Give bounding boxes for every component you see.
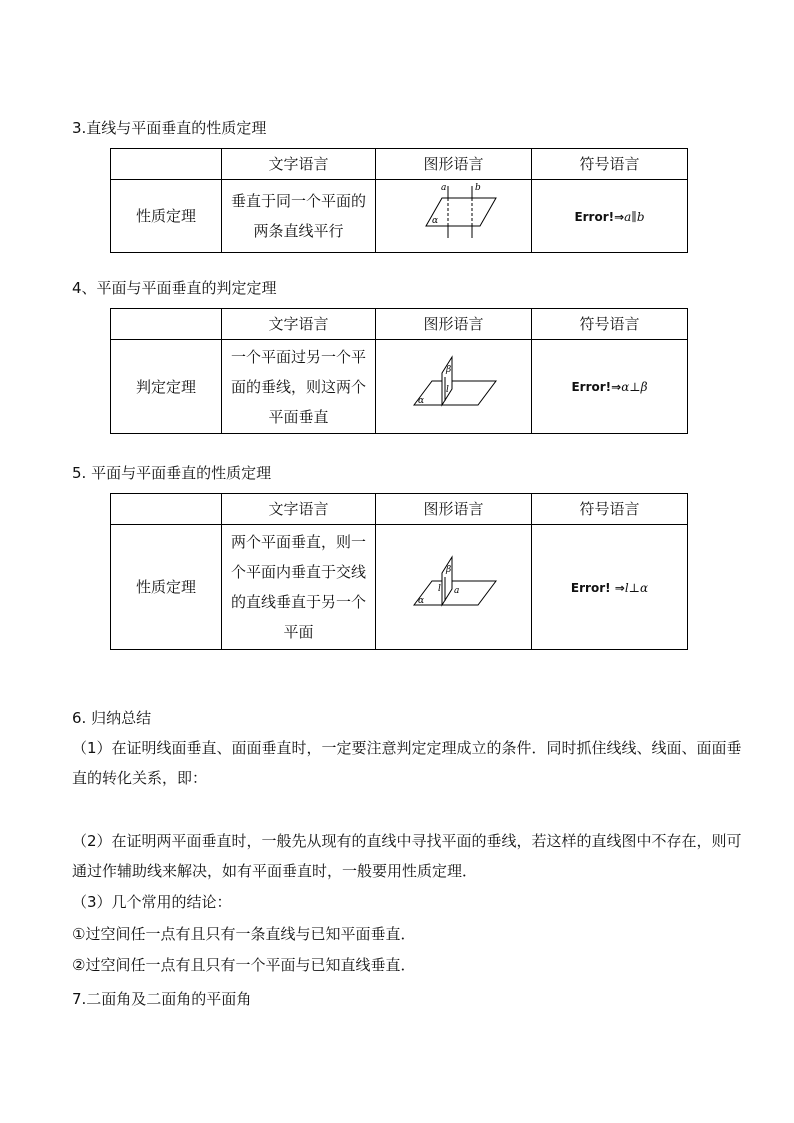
row-figure-cell — [376, 525, 532, 650]
header-cell-text-language: 文字语言 — [222, 494, 376, 525]
label-alpha: α — [417, 596, 424, 606]
header-cell-figure-language: 图形语言 — [376, 494, 532, 525]
summary-paragraph-4: ①过空间任一点有且只有一条直线与已知平面垂直． — [72, 925, 416, 943]
row-figure-cell — [376, 340, 532, 434]
header-cell-text-language: 文字语言 — [222, 309, 376, 340]
label-l: l — [437, 584, 441, 594]
section-4-heading: 4、平面与平面垂直的判定定理 — [72, 279, 277, 297]
row-text-cell — [222, 525, 376, 650]
header-cell-blank — [111, 309, 222, 340]
table-plane-plane-perp-property — [110, 493, 688, 650]
label-beta: β — [445, 565, 451, 575]
row-text-cell — [222, 180, 376, 253]
row-text-cell — [222, 340, 376, 434]
summary-paragraph-1: （1）在证明线面垂直、面面垂直时，一定要注意判定定理成立的条件．同时抓住线线、线面、面面垂直的转化关系，即： — [72, 739, 742, 787]
header-cell-blank — [111, 149, 222, 180]
label-a: a — [440, 183, 446, 193]
label-l: l — [445, 384, 449, 395]
summary-paragraph-3: （3）几个常用的结论： — [72, 893, 232, 911]
header-cell-figure-language: 图形语言 — [376, 149, 532, 180]
figure-perpendicular-planes — [404, 347, 504, 417]
figure-perpendicular-planes-intersection — [404, 547, 504, 617]
plane-alpha-shape — [414, 381, 496, 405]
section-7-heading: 7.二面角及二面角的平面角 — [72, 990, 252, 1008]
row-symbol: Error!⇒a∥b — [574, 209, 645, 224]
label-alpha: α — [431, 216, 438, 226]
summary-paragraph-2: （2）在证明两平面垂直时，一般先从现有的直线中寻找平面的垂线，若这样的直线图中不存在，则可通过作辅助线来解决，如有平面垂直时，一般要用性质定理． — [72, 832, 742, 880]
label-alpha: α — [417, 395, 424, 406]
row-name: 性质定理 — [111, 180, 222, 253]
header-cell-blank — [111, 494, 222, 525]
label-b: b — [474, 183, 481, 193]
section-6-heading: 6. 归纳总结 — [72, 709, 152, 727]
section-3-heading: 3.直线与平面垂直的性质定理 — [72, 119, 267, 137]
row-text: 一个平面过另一个平面的垂线，则这两个平面垂直 — [230, 347, 366, 426]
label-a: a — [453, 586, 459, 596]
figure-parallel-perp-lines — [404, 180, 504, 242]
table-plane-plane-perp-criterion — [110, 308, 688, 434]
header-cell-figure-language: 图形语言 — [376, 309, 532, 340]
row-symbol: Error! ⇒l⊥α — [570, 580, 649, 595]
header-cell-symbol-language: 符号语言 — [532, 494, 688, 525]
row-symbol-cell — [532, 180, 688, 253]
row-name: 判定定理 — [111, 340, 222, 434]
row-symbol-cell — [532, 525, 688, 650]
header-cell-text-language: 文字语言 — [222, 149, 376, 180]
header-cell-symbol-language: 符号语言 — [532, 149, 688, 180]
row-symbol: Error!⇒α⊥β — [571, 380, 648, 394]
row-name: 性质定理 — [111, 525, 222, 650]
header-cell-symbol-language: 符号语言 — [532, 309, 688, 340]
row-symbol-cell — [532, 340, 688, 434]
table-line-plane-perp-property — [110, 148, 688, 253]
row-text: 垂直于同一个平面的两条直线平行 — [230, 192, 366, 240]
row-text: 两个平面垂直，则一个平面内垂直于交线的直线垂直于另一个平面 — [230, 533, 366, 641]
label-beta: β — [445, 364, 451, 375]
row-figure-cell — [376, 180, 532, 253]
summary-paragraph-5: ②过空间任一点有且只有一个平面与已知直线垂直． — [72, 956, 416, 974]
section-5-heading: 5. 平面与平面垂直的性质定理 — [72, 464, 272, 482]
